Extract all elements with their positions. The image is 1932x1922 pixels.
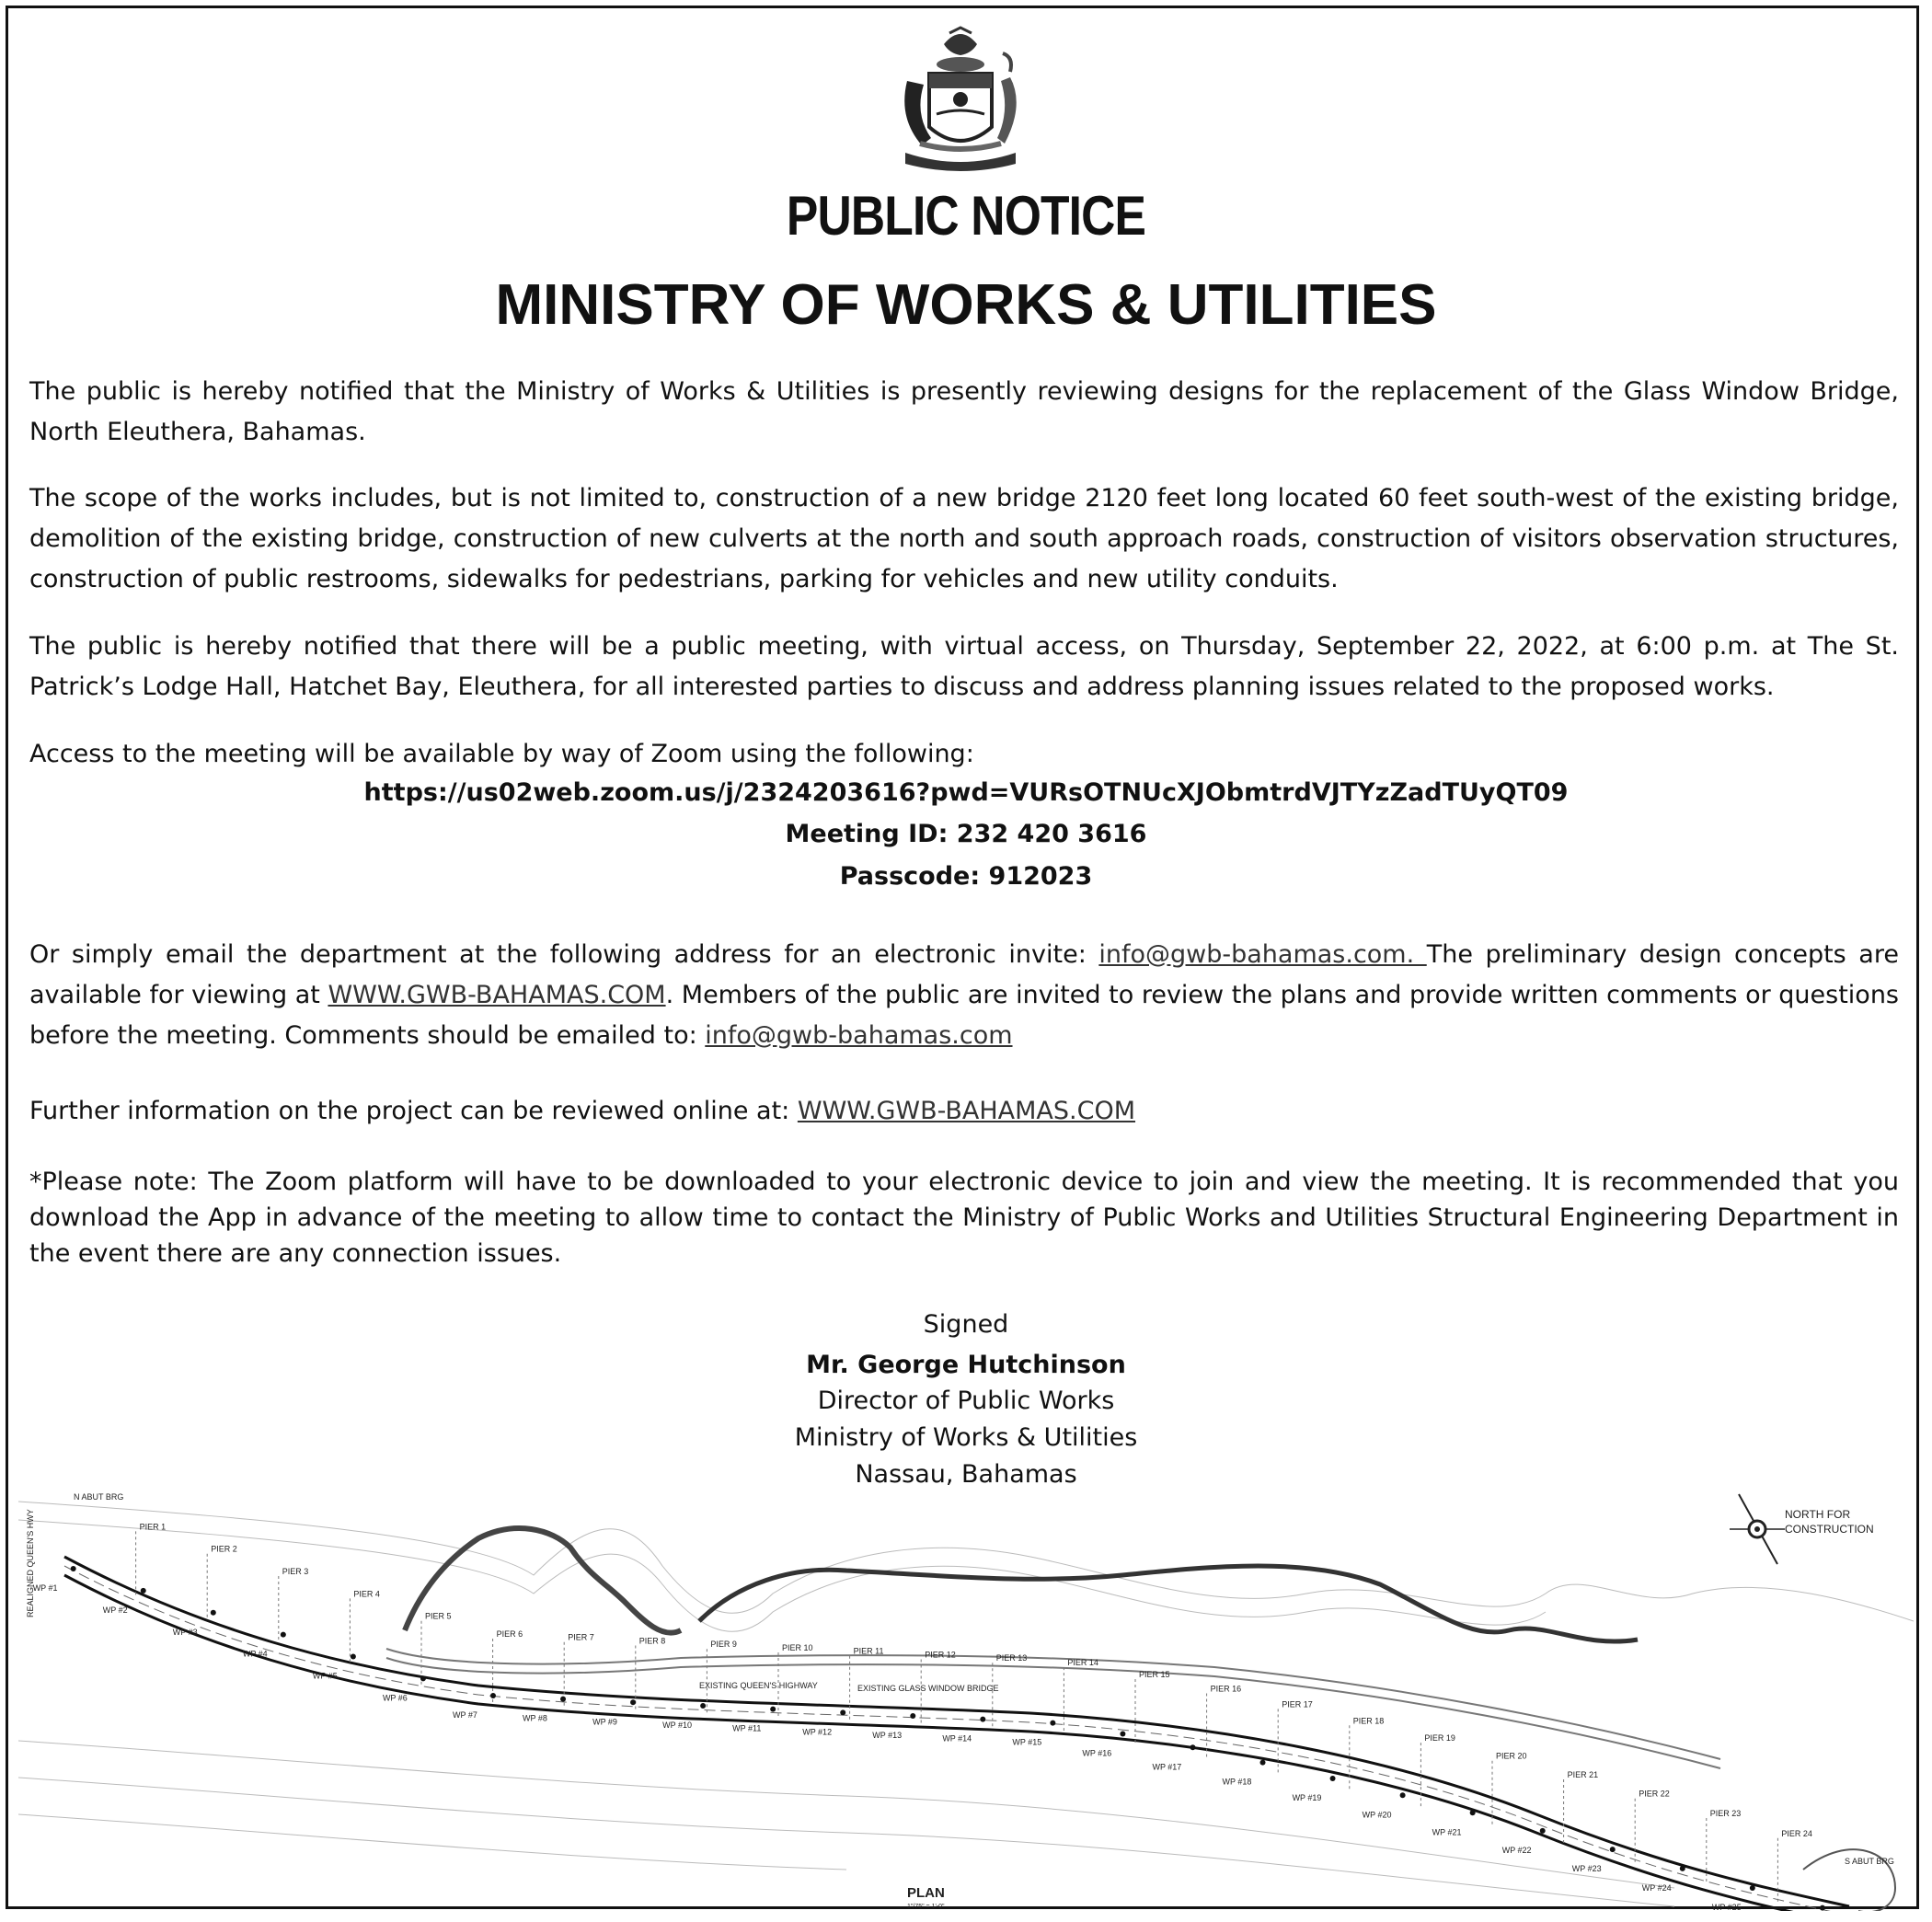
email-link-invite[interactable]: info@gwb-bahamas.com.	[1098, 940, 1427, 969]
pier-label: PIER 16	[1210, 1684, 1242, 1694]
plan-title: PLAN	[907, 1885, 945, 1901]
ministry-heading: MINISTRY OF WORKS & UTILITIES	[495, 273, 1437, 337]
work-point-label: WP #5	[312, 1671, 338, 1681]
work-point-marker	[1260, 1760, 1266, 1766]
pier-label: PIER 20	[1496, 1751, 1527, 1761]
work-point-label: WP #7	[452, 1709, 477, 1720]
north-label-1: NORTH FOR	[1785, 1508, 1851, 1521]
work-point-marker	[490, 1693, 496, 1698]
pier-label: PIER 15	[1139, 1670, 1170, 1680]
work-point-marker	[1400, 1792, 1406, 1798]
work-point-label: WP #6	[382, 1693, 408, 1703]
passcode: Passcode: 912023	[839, 862, 1093, 891]
paragraph-email-invite	[29, 935, 1899, 1056]
work-point-label: WP #16	[1082, 1748, 1112, 1758]
work-point-label: WP #10	[662, 1720, 692, 1730]
work-point-marker	[1470, 1810, 1476, 1815]
work-point-marker	[910, 1713, 915, 1719]
paragraph-public-meeting: The public is hereby notified that there will be a public meeting, with virtual access, on Thursday, September 22, 2022, at 6:00 p.m. at The St. Patrick’s Lodge Hall, Hatchet Bay, Eleuthera, for all interested parties to discuss and address planning issues related to the proposed works.	[29, 632, 1899, 701]
paragraph-zoom-note: *Please note: The Zoom platform will have to be downloaded to your electronic device to join and view the meeting. It is recommended that you download the App in advance of the meeting to allow time to contact the Ministry of Public Works and Utilities Structural Engineering Department in the event there are any connection issues.	[29, 1168, 1899, 1268]
work-point-marker	[1750, 1885, 1755, 1891]
work-point-marker	[351, 1653, 356, 1659]
work-point-label: WP #3	[172, 1627, 198, 1637]
terrain-hatching	[18, 1502, 1914, 1906]
work-point-label: WP #12	[802, 1727, 833, 1737]
website-link-concepts[interactable]: WWW.GWB-BAHAMAS.COM	[328, 981, 666, 1009]
work-point-label: WP #19	[1292, 1792, 1322, 1802]
work-point-label: WP #9	[592, 1717, 617, 1727]
work-point-label: WP #4	[242, 1649, 268, 1659]
coat-of-arms-icon	[889, 26, 1032, 173]
work-point-marker	[840, 1709, 845, 1715]
plan-scale: 1"/75" = 1'-0"	[907, 1904, 945, 1910]
pier-label: PIER 7	[568, 1632, 594, 1642]
work-point-marker	[630, 1699, 636, 1705]
work-point-label: WP #14	[942, 1733, 972, 1744]
email-invite-text: Or simply email the department at the following address for an electronic invite:	[29, 940, 1099, 969]
work-point-marker	[1610, 1847, 1616, 1852]
pier-label: PIER 4	[353, 1589, 380, 1599]
pier-label: PIER 13	[995, 1653, 1028, 1663]
work-point-marker	[1190, 1744, 1195, 1750]
pier-label: PIER 6	[496, 1629, 523, 1639]
pier-label: PIER 17	[1282, 1699, 1313, 1709]
work-point-marker	[770, 1707, 776, 1712]
work-point-marker	[1330, 1776, 1336, 1781]
pier-label: PIER 11	[853, 1646, 884, 1656]
pier-label: PIER 18	[1352, 1716, 1385, 1726]
pier-label: PIER 9	[710, 1640, 737, 1650]
signatory-title: Director of Public Works	[817, 1387, 1115, 1415]
work-point-label: WP #15	[1012, 1737, 1042, 1747]
work-point-label: WP #24	[1641, 1882, 1672, 1893]
meeting-id: Meeting ID: 232 420 3616	[785, 820, 1147, 848]
work-point-labels	[33, 1566, 1825, 1911]
work-point-marker	[281, 1632, 286, 1638]
pier-label: PIER 12	[925, 1650, 956, 1660]
pier-label: PIER 14	[1067, 1658, 1098, 1668]
pier-label: PIER 1	[139, 1522, 167, 1532]
n-abut-label: N ABUT BRG	[74, 1492, 124, 1502]
work-point-marker	[211, 1610, 216, 1616]
pier-label: PIER 5	[425, 1611, 452, 1621]
paragraph-scope-of-works: The scope of the works includes, but is not limited to, construction of a new bridge 2120 feet long located 60 feet south-west of the existing bridge, demolition of the existing bridge, construction of new culverts at the north and south approach roads, construction of visitors observation structures, construction of public restrooms, sidewalks for pedestrians, parking for vehicles and new utility conduits.	[29, 484, 1899, 593]
pier-label: PIER 2	[211, 1544, 237, 1554]
bridge-plan-drawing	[18, 1483, 1914, 1911]
realigned-highway-label: REALIGNED QUEEN'S HWY	[26, 1509, 35, 1617]
work-point-marker	[1120, 1732, 1125, 1737]
work-point-label: WP #21	[1432, 1827, 1462, 1837]
work-point-marker	[700, 1703, 706, 1709]
email-link-comments[interactable]: info@gwb-bahamas.com	[705, 1021, 1013, 1050]
work-point-label: WP #23	[1571, 1864, 1602, 1874]
work-point-label: WP #18	[1222, 1777, 1252, 1787]
work-point-marker	[980, 1717, 985, 1722]
signed-label: Signed	[923, 1310, 1009, 1339]
paragraph-zoom-access: Access to the meeting will be available by way of Zoom using the following:	[29, 740, 974, 768]
website-link-info[interactable]: WWW.GWB-BAHAMAS.COM	[797, 1097, 1136, 1125]
north-arrow-icon	[1730, 1494, 1785, 1564]
work-point-label: WP #13	[872, 1731, 903, 1741]
work-point-label: WP #22	[1501, 1845, 1532, 1855]
pier-label: PIER 22	[1639, 1789, 1670, 1799]
work-point-label: WP #11	[732, 1723, 762, 1733]
existing-highway-label: EXISTING QUEEN'S HIGHWAY	[699, 1681, 818, 1690]
zoom-url[interactable]: https://us02web.zoom.us/j/2324203616?pwd=VURsOTNUcXJObmtrdVJTYzZadTUyQT09	[363, 778, 1569, 807]
work-point-label: WP #8	[523, 1713, 547, 1723]
further-info-text: Further information on the project can be reviewed online at:	[29, 1097, 798, 1125]
paragraph-further-info	[29, 1091, 1899, 1132]
work-point-marker	[1050, 1721, 1055, 1726]
signatory-location: Nassau, Bahamas	[855, 1460, 1077, 1489]
paragraph-review-designs: The public is hereby notified that the Ministry of Works & Utilities is presently reviewing designs for the replacement of the Glass Window Bridge, North Eleuthera, Bahamas.	[29, 377, 1899, 446]
work-point-label: WP #25	[1711, 1903, 1742, 1911]
work-point-marker	[141, 1588, 146, 1594]
north-label-2: CONSTRUCTION	[1785, 1523, 1874, 1536]
work-point-marker	[71, 1566, 76, 1571]
page-title: PUBLIC NOTICE	[786, 185, 1146, 247]
work-point-label: WP #20	[1362, 1810, 1392, 1820]
pier-label: PIER 3	[282, 1567, 309, 1577]
design-concepts-text: The preliminary design concepts are available for viewing at	[29, 940, 1899, 1009]
comments-text: . Members of the public are invited to review the plans and provide written comments or questions before the meeting. Comments should be emailed to:	[29, 981, 1899, 1050]
pier-label: PIER 10	[782, 1642, 813, 1652]
work-point-label: WP #2	[102, 1605, 128, 1615]
work-point-marker	[1680, 1866, 1685, 1871]
s-abut-label: S ABUT BRG	[1845, 1857, 1894, 1866]
work-point-label: WP #17	[1152, 1762, 1182, 1772]
work-point-label: WP #1	[32, 1583, 58, 1594]
pier-label: PIER 23	[1709, 1809, 1742, 1819]
signatory-organization: Ministry of Works & Utilities	[794, 1423, 1138, 1452]
work-point-marker	[1540, 1828, 1546, 1834]
work-point-marker	[420, 1675, 426, 1681]
signatory-name: Mr. George Hutchinson	[806, 1351, 1126, 1379]
pier-label: PIER 24	[1781, 1828, 1812, 1838]
work-point-marker	[1820, 1905, 1825, 1911]
pier-label: PIER 8	[638, 1636, 666, 1646]
work-point-marker	[560, 1697, 566, 1702]
pier-label: PIER 21	[1567, 1769, 1599, 1779]
existing-bridge-label: EXISTING GLASS WINDOW BRIDGE	[857, 1684, 999, 1693]
pier-label: PIER 19	[1424, 1733, 1455, 1744]
